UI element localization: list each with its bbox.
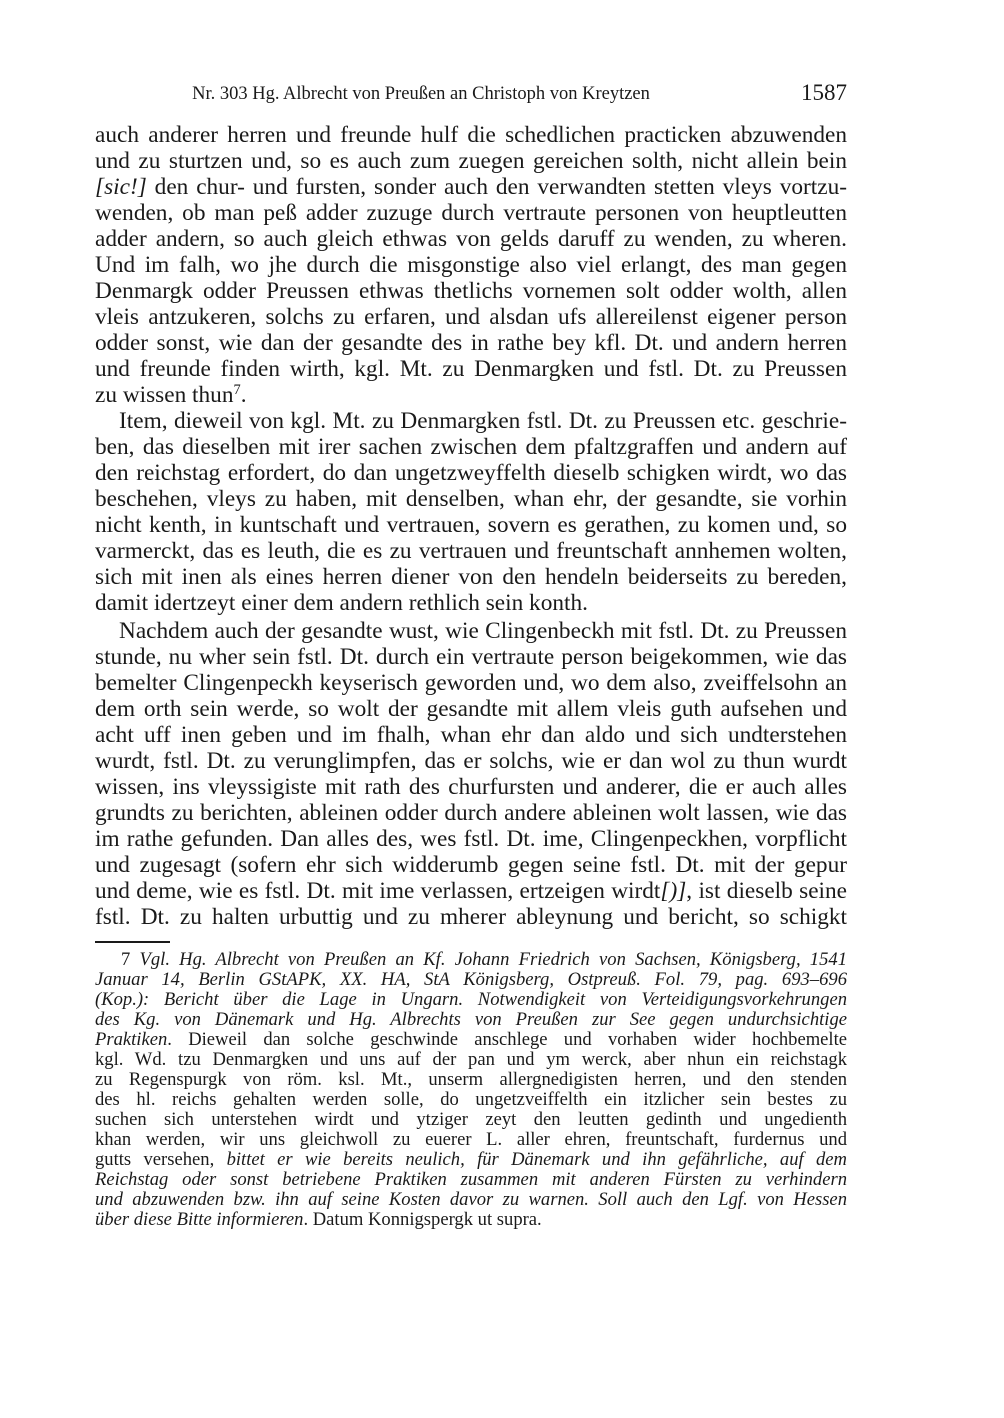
- footnote-line: suchen sich unterstehen wirdt und ytziger zeyt den leutten gedinth und ungedienth: [95, 1109, 847, 1130]
- footnote-line: kgl. Wd. tzu Denmargken und uns auf der pan und ym werck, aber nhun ein reichstagk: [95, 1049, 847, 1070]
- body-line: ben, das dieselben mit irer sachen zwischen dem pfaltzgraffen und andern auf: [95, 434, 847, 460]
- body-line: grundts zu berichten, ableinen odder durch andere ableinen wolt lassen, wie das: [95, 800, 847, 826]
- footnote-line: Praktiken. Dieweil dan solche geschwinde anschlege und vorhaben wider hochbemelte: [95, 1029, 847, 1050]
- body-line: und freunde finden wirth, kgl. Mt. zu Denmargken und fstl. Dt. zu Preussen: [95, 356, 847, 382]
- body-line: nicht kenth, in kuntschaft und vertrauen, sovern es gerathen, zu komen und, so: [95, 512, 847, 538]
- running-title: Nr. 303 Hg. Albrecht von Preußen an Christoph von Kreytzen: [192, 84, 650, 104]
- footnote-number: 7: [121, 949, 140, 970]
- body-line: vleis antzukeren, solchs zu erfaren, und alsdan ufs allereilenst eigener person: [95, 304, 847, 330]
- footnote-line: und abzuwenden bzw. ihn auf seine Kosten davor zu warnen. Soll auch den Lgf. von Hessen: [95, 1189, 847, 1210]
- footnote-line: gutts versehen, bittet er wie bereits neulich, für Dänemark und ihn gefährliche, auf dem: [95, 1149, 847, 1170]
- body-line: varmerckt, das es leuth, die es zu vertrauen und freuntschaft annhemen wolten,: [95, 538, 847, 564]
- body-line: wissen, ins vleyssigiste mit rath des churfursten und anderer, die er auch alles: [95, 774, 847, 800]
- footnote-ref: 7: [233, 382, 241, 399]
- body-line: bemelter Clingenpeckh keyserisch geworden und, wo dem also, zveiffelsohn an: [95, 670, 847, 696]
- body-line: auch anderer herren und freunde hulf die schedlichen practicken abzuwenden: [95, 122, 847, 148]
- page-number: 1587: [801, 80, 847, 105]
- body-line: Denmargk odder Preussen ethwas thetlichs vornemen solt odder wolth, allen: [95, 278, 847, 304]
- footnote-line: (Kop.): Bericht über die Lage in Ungarn. Notwendigkeit von Verteidigungsvorkehrungen: [95, 989, 847, 1010]
- footnote-line: Januar 14, Berlin GStAPK, XX. HA, StA Königsberg, Ostpreuß. Fol. 79, pag. 693–696: [95, 969, 847, 990]
- body-line: damit idertzeyt einer dem andern rethlich sein konth.: [95, 590, 588, 616]
- footnote-line: des Kg. von Dänemark und Hg. Albrechts von Preußen zur See gegen undurchsichtige: [95, 1009, 847, 1030]
- body-line: Nachdem auch der gesandte wust, wie Clingenbeckh mit fstl. Dt. zu Preussen: [119, 618, 847, 644]
- footnote-rule: [95, 941, 170, 943]
- body-line: im rathe gefunden. Dan alles des, wes fstl. Dt. ime, Clingenpeckhen, vorpflicht: [95, 826, 847, 852]
- body-line: sich mit inen als eines herren diener von den hendeln beiderseits zu bereden,: [95, 564, 847, 590]
- body-line: dem orth sein werde, so wolt der gesandte mit allem vleis guth aufsehen und: [95, 696, 847, 722]
- footnote-line: Reichstag oder sonst betriebene Praktiken zusammen mit anderen Fürsten zu verhindern: [95, 1169, 847, 1190]
- body-line: und zu sturtzen und, so es auch zum zuegen gereichen solth, nicht allein bein: [95, 148, 847, 174]
- body-line: wenden, ob man peß adder zuzuge durch vertraute personen von heuptleutten: [95, 200, 847, 226]
- body-line: [sic!] den chur- und fursten, sonder auch den verwandten stetten vleys vortzu-: [95, 174, 847, 200]
- footnote-line: khan werden, wir uns gleichwoll zu euerer L. aller ehren, freuntschaft, furdernus und: [95, 1129, 847, 1150]
- body-line: adder andern, so auch gleich ethwas von gelds daruff zu wenden, zu wheren.: [95, 226, 847, 252]
- body-line: und zugesagt (sofern ehr sich widderumb gegen seine fstl. Dt. mit der gepur: [95, 852, 847, 878]
- body-line: fstl. Dt. zu halten urbuttig und zu mherer ableynung und bericht, so schigkt: [95, 904, 847, 930]
- body-line: Item, dieweil von kgl. Mt. zu Denmargken fstl. Dt. zu Preussen etc. geschrie-: [119, 408, 847, 434]
- body-line: den reichstag erfordert, do dan ungetzweyffelth dieselb schigken wirdt, wo das: [95, 460, 847, 486]
- editorial-sic-mark: [sic!]: [95, 174, 147, 200]
- footnote-line: des hl. reichs gehalten werden solle, do ungetzveiffelth ein itzlicher sein bestes zu: [95, 1089, 847, 1110]
- body-line: zu wissen thun$^7$.: [95, 382, 247, 408]
- body-line: stunde, nu wher sein fstl. Dt. durch ein vertraute person beigekommen, wie das: [95, 644, 847, 670]
- body-line: und deme, wie es fstl. Dt. mit ime verlassen, ertzeigen wirdt[)], ist dieselb seine: [95, 878, 848, 904]
- body-line: acht uff inen geben und im fhalh, whan ehr dan aldo und sich undterstehen: [95, 722, 847, 748]
- footnote-line: über diese Bitte informieren. Datum Konnigspergk ut supra.: [95, 1209, 542, 1230]
- body-line: odder sonst, wie dan der gesandte des in rathe bey kfl. Dt. und andern herren: [95, 330, 847, 356]
- body-line: beschehen, vleys zu haben, mit denselben, whan ehr, der gesandte, sie vorhin: [95, 486, 847, 512]
- footnote-line: zu Regenspurgk von röm. ksl. Mt., unserm allergnedigisten herren, und den stenden: [95, 1069, 847, 1090]
- body-line: wurdt, fstl. Dt. zu verunglimpfen, das er solchs, wie er dan wol zu thun wurdt: [95, 748, 847, 774]
- body-line: Und im falh, wo jhe durch die misgonstige also viel erlangt, des man gegen: [95, 252, 847, 278]
- footnote-line: 7 Vgl. Hg. Albrecht von Preußen an Kf. Johann Friedrich von Sachsen, Königsberg, 1541: [121, 949, 847, 970]
- editorial-insertion-mark: [)]: [660, 878, 687, 904]
- running-header: [95, 80, 847, 110]
